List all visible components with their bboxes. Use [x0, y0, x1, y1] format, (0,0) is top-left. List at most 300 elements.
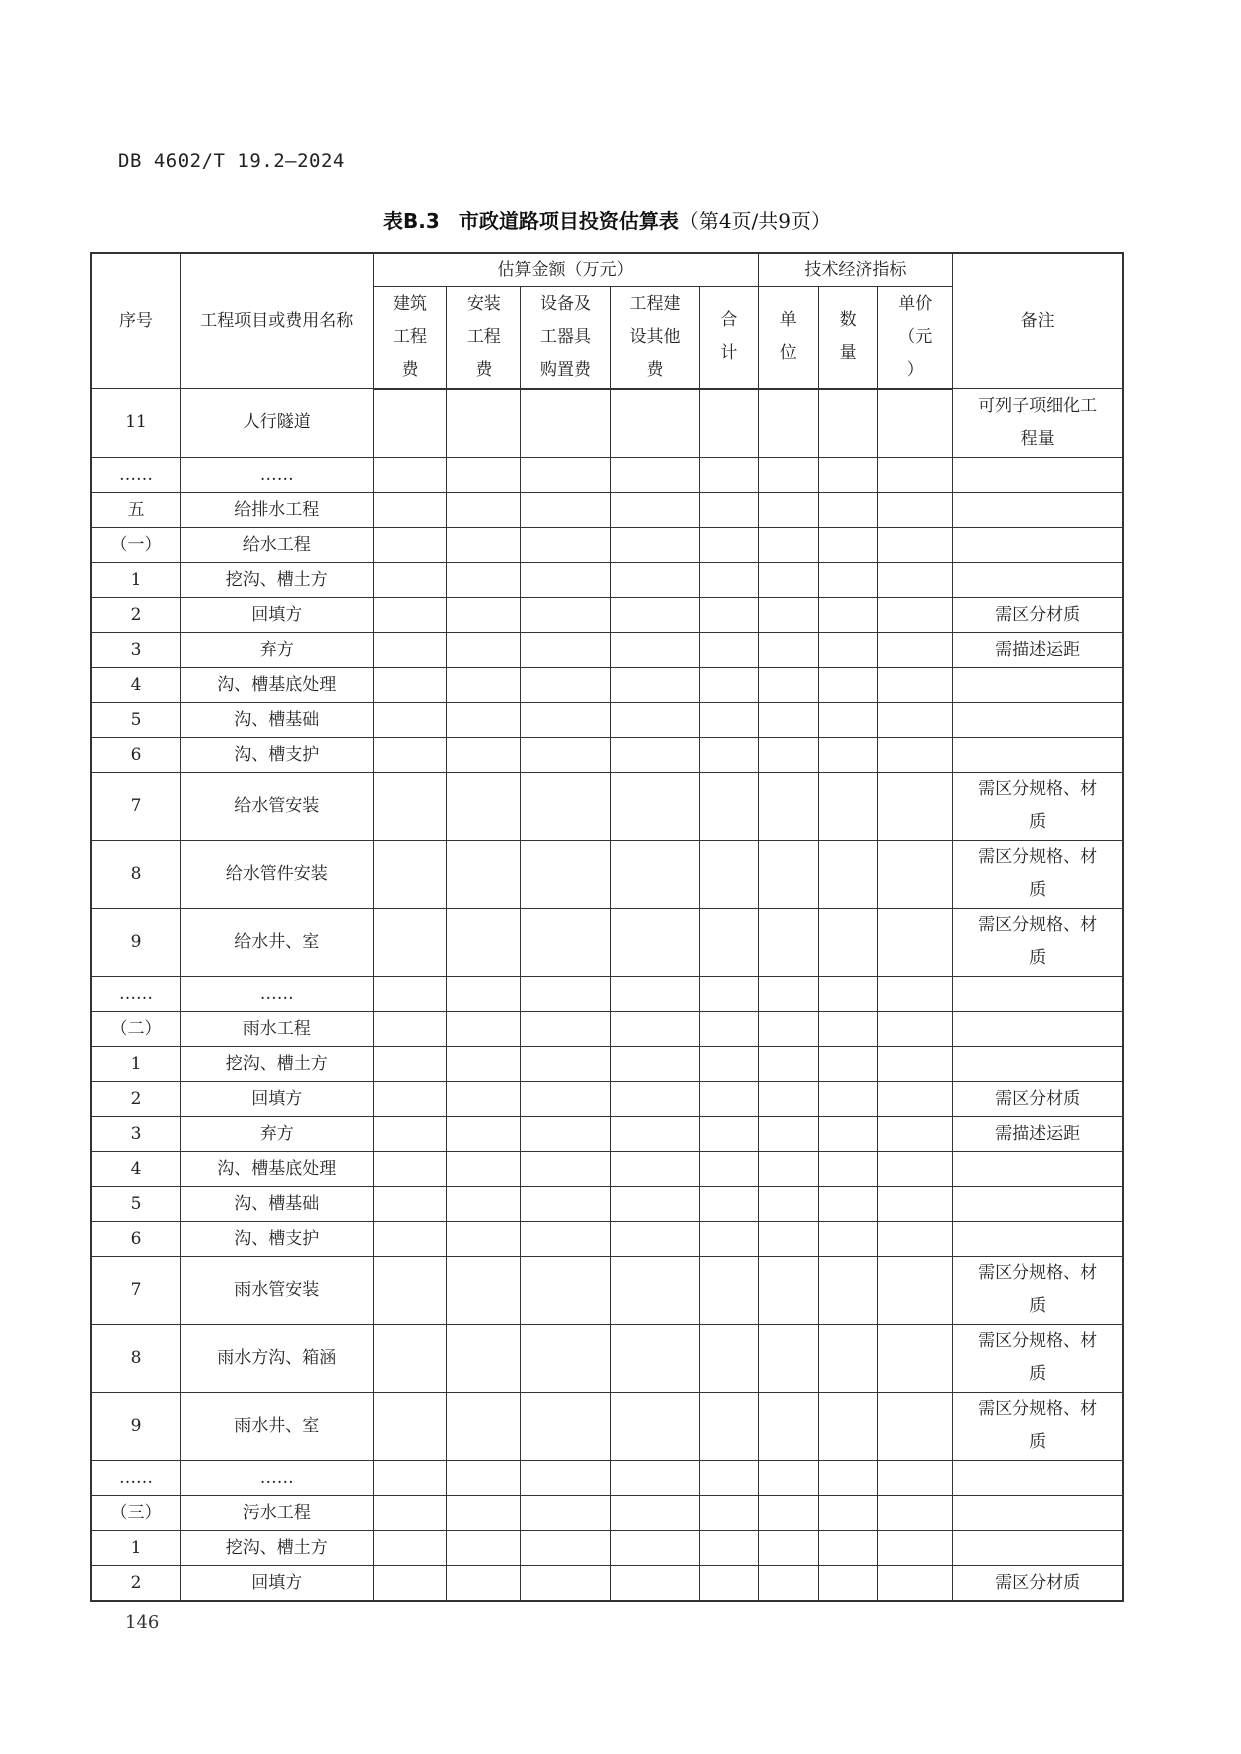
cell-empty: [373, 527, 447, 562]
cell-remark: 需区分规格、材 质: [953, 840, 1123, 908]
cell-empty: [373, 457, 447, 492]
cell-empty: [373, 1046, 447, 1081]
cell-empty: [758, 1392, 818, 1460]
cell-empty: [447, 1011, 521, 1046]
table-row: [91, 1151, 1123, 1186]
cell-empty: [447, 1046, 521, 1081]
cell-seq: 5: [91, 702, 181, 737]
cell-item-name: 沟、槽基底处理: [181, 1151, 374, 1186]
table-row: [91, 667, 1123, 702]
cell-empty: [758, 1151, 818, 1186]
table-row: [91, 1460, 1123, 1495]
cell-empty: [373, 1011, 447, 1046]
cell-empty: [521, 1011, 611, 1046]
cell-empty: [447, 1530, 521, 1565]
cell-seq: 2: [91, 1565, 181, 1601]
cell-empty: [700, 457, 758, 492]
cell-empty: [818, 1186, 877, 1221]
cell-seq: 3: [91, 1116, 181, 1151]
cell-empty: [447, 632, 521, 667]
cell-item-name: 给排水工程: [181, 492, 374, 527]
cell-item-name: 给水工程: [181, 527, 374, 562]
table-row: [91, 389, 1123, 458]
table-page-indicator: （第4页/共9页）: [678, 209, 832, 233]
cell-empty: [758, 1256, 818, 1324]
cell-empty: [447, 1221, 521, 1256]
cell-empty: [700, 1151, 758, 1186]
cell-empty: [758, 1495, 818, 1530]
cell-empty: [447, 737, 521, 772]
cell-empty: [878, 1256, 953, 1324]
cell-empty: [447, 1460, 521, 1495]
cell-remark: 需描述运距: [953, 1116, 1123, 1151]
cell-empty: [700, 562, 758, 597]
cell-empty: [818, 1256, 877, 1324]
cell-empty: [447, 1495, 521, 1530]
cell-seq: ……: [91, 1460, 181, 1495]
cell-empty: [818, 702, 877, 737]
cell-seq: 4: [91, 1151, 181, 1186]
cell-remark: 需区分材质: [953, 597, 1123, 632]
cell-empty: [373, 1324, 447, 1392]
cell-item-name: 雨水方沟、箱涵: [181, 1324, 374, 1392]
cell-seq: 2: [91, 597, 181, 632]
cell-empty: [818, 1011, 877, 1046]
cell-seq: （二）: [91, 1011, 181, 1046]
table-title: [90, 205, 1124, 234]
cell-remark: 可列子项细化工 程量: [953, 389, 1123, 458]
cell-seq: 7: [91, 1256, 181, 1324]
cell-empty: [818, 389, 877, 458]
cell-empty: [373, 597, 447, 632]
cell-empty: [818, 908, 877, 976]
cell-empty: [700, 389, 758, 458]
cell-item-name: 沟、槽基础: [181, 1186, 374, 1221]
cell-empty: [878, 632, 953, 667]
cell-empty: [758, 1530, 818, 1565]
cell-empty: [447, 562, 521, 597]
header-construction-cost: 建筑 工程 费: [373, 287, 447, 389]
cell-empty: [878, 1046, 953, 1081]
cell-empty: [758, 976, 818, 1011]
cell-empty: [818, 1495, 877, 1530]
cell-empty: [447, 908, 521, 976]
cell-empty: [610, 667, 700, 702]
cell-item-name: 沟、槽基础: [181, 702, 374, 737]
cell-seq: 2: [91, 1081, 181, 1116]
cell-empty: [447, 597, 521, 632]
cell-seq: 4: [91, 667, 181, 702]
cell-remark: [953, 457, 1123, 492]
cell-empty: [758, 908, 818, 976]
cell-remark: [953, 702, 1123, 737]
cell-empty: [700, 1530, 758, 1565]
cell-empty: [610, 1081, 700, 1116]
cell-empty: [610, 457, 700, 492]
cell-empty: [521, 1495, 611, 1530]
cell-empty: [878, 1565, 953, 1601]
cell-empty: [758, 389, 818, 458]
cell-empty: [700, 597, 758, 632]
cell-empty: [521, 1221, 611, 1256]
cell-empty: [700, 1460, 758, 1495]
cell-empty: [373, 1460, 447, 1495]
cell-empty: [700, 772, 758, 840]
cell-seq: 5: [91, 1186, 181, 1221]
cell-empty: [818, 1081, 877, 1116]
cell-item-name: 雨水井、室: [181, 1392, 374, 1460]
cell-empty: [700, 1221, 758, 1256]
cell-seq: （一）: [91, 527, 181, 562]
cell-empty: [373, 562, 447, 597]
cell-empty: [521, 562, 611, 597]
cell-empty: [758, 1081, 818, 1116]
cell-item-name: ……: [181, 1460, 374, 1495]
cell-empty: [521, 667, 611, 702]
cell-empty: [758, 1186, 818, 1221]
cell-empty: [878, 1460, 953, 1495]
cell-empty: [521, 1392, 611, 1460]
cell-empty: [758, 457, 818, 492]
cell-empty: [610, 1392, 700, 1460]
cell-empty: [610, 492, 700, 527]
cell-empty: [878, 667, 953, 702]
cell-empty: [878, 1011, 953, 1046]
header-item-name: 工程项目或费用名称: [181, 253, 374, 389]
cell-empty: [447, 1081, 521, 1116]
cell-item-name: 雨水工程: [181, 1011, 374, 1046]
cell-remark: 需描述运距: [953, 632, 1123, 667]
cell-empty: [610, 1530, 700, 1565]
cell-item-name: 沟、槽支护: [181, 737, 374, 772]
cell-empty: [447, 1116, 521, 1151]
cell-seq: 1: [91, 1046, 181, 1081]
cell-empty: [521, 1081, 611, 1116]
cell-empty: [521, 976, 611, 1011]
cell-empty: [700, 667, 758, 702]
cell-empty: [818, 562, 877, 597]
cell-empty: [447, 1256, 521, 1324]
cell-empty: [521, 737, 611, 772]
cell-seq: 7: [91, 772, 181, 840]
cell-seq: 6: [91, 737, 181, 772]
cell-item-name: ……: [181, 457, 374, 492]
cell-empty: [878, 702, 953, 737]
cell-empty: [521, 1256, 611, 1324]
cell-empty: [700, 1046, 758, 1081]
cell-empty: [521, 457, 611, 492]
cell-empty: [818, 1116, 877, 1151]
cell-empty: [447, 389, 521, 458]
table-row: [91, 976, 1123, 1011]
cell-remark: [953, 1221, 1123, 1256]
cell-empty: [758, 737, 818, 772]
cell-empty: [521, 1151, 611, 1186]
cell-empty: [878, 492, 953, 527]
cell-seq: 五: [91, 492, 181, 527]
cell-empty: [521, 1460, 611, 1495]
cell-empty: [700, 527, 758, 562]
cell-empty: [758, 1116, 818, 1151]
cell-empty: [447, 667, 521, 702]
cell-empty: [818, 667, 877, 702]
cell-seq: 1: [91, 562, 181, 597]
table-row: [91, 457, 1123, 492]
table-row: [91, 1186, 1123, 1221]
cell-empty: [758, 527, 818, 562]
cell-empty: [700, 492, 758, 527]
cell-empty: [878, 562, 953, 597]
cell-remark: [953, 1186, 1123, 1221]
cell-item-name: 人行隧道: [181, 389, 374, 458]
cell-empty: [758, 667, 818, 702]
cell-empty: [700, 976, 758, 1011]
table-row: [91, 908, 1123, 976]
cell-empty: [818, 1151, 877, 1186]
table-row: [91, 737, 1123, 772]
cell-empty: [447, 1186, 521, 1221]
cell-seq: ……: [91, 976, 181, 1011]
cell-empty: [373, 1081, 447, 1116]
table-row: [91, 1256, 1123, 1324]
header-other-cost: 工程建 设其他 费: [610, 287, 700, 389]
table-row: [91, 597, 1123, 632]
cell-item-name: 回填方: [181, 597, 374, 632]
cell-empty: [373, 772, 447, 840]
cell-remark: [953, 1046, 1123, 1081]
cell-empty: [447, 840, 521, 908]
cell-empty: [373, 1530, 447, 1565]
cell-empty: [610, 1565, 700, 1601]
cell-empty: [818, 1392, 877, 1460]
cell-seq: 11: [91, 389, 181, 458]
cell-remark: 需区分规格、材 质: [953, 772, 1123, 840]
cell-empty: [610, 1186, 700, 1221]
cell-empty: [521, 1186, 611, 1221]
header-installation-cost: 安装 工程 费: [447, 287, 521, 389]
cell-empty: [610, 1495, 700, 1530]
header-tech-econ-indicators: 技术经济指标: [758, 253, 953, 287]
cell-empty: [521, 840, 611, 908]
cell-empty: [878, 457, 953, 492]
cell-empty: [818, 492, 877, 527]
cell-remark: [953, 1151, 1123, 1186]
cell-empty: [447, 457, 521, 492]
cell-empty: [700, 1116, 758, 1151]
cell-empty: [373, 667, 447, 702]
cell-remark: [953, 1530, 1123, 1565]
cell-empty: [521, 632, 611, 667]
cell-empty: [610, 527, 700, 562]
cell-item-name: 挖沟、槽土方: [181, 1530, 374, 1565]
cell-remark: [953, 667, 1123, 702]
cell-empty: [878, 976, 953, 1011]
cell-empty: [610, 389, 700, 458]
cell-empty: [447, 1392, 521, 1460]
cell-empty: [758, 1221, 818, 1256]
cell-empty: [878, 389, 953, 458]
cell-item-name: 回填方: [181, 1081, 374, 1116]
cell-remark: [953, 527, 1123, 562]
cell-empty: [818, 1324, 877, 1392]
cell-empty: [818, 527, 877, 562]
cell-empty: [447, 527, 521, 562]
cell-empty: [878, 1530, 953, 1565]
cell-empty: [610, 1221, 700, 1256]
cell-item-name: ……: [181, 976, 374, 1011]
cell-remark: [953, 737, 1123, 772]
cell-empty: [447, 702, 521, 737]
cell-seq: 9: [91, 908, 181, 976]
cell-seq: 3: [91, 632, 181, 667]
table-label: 表B.3: [382, 209, 440, 233]
cell-empty: [818, 1046, 877, 1081]
cell-empty: [610, 976, 700, 1011]
cell-empty: [373, 492, 447, 527]
cell-empty: [700, 1392, 758, 1460]
cell-empty: [700, 737, 758, 772]
table-body: [91, 389, 1123, 1601]
table-row: [91, 1081, 1123, 1116]
cell-empty: [700, 702, 758, 737]
cell-empty: [700, 908, 758, 976]
page-number: 146: [125, 1612, 160, 1633]
cell-seq: 9: [91, 1392, 181, 1460]
cell-item-name: 给水管件安装: [181, 840, 374, 908]
cell-empty: [878, 1186, 953, 1221]
header-seq: 序号: [91, 253, 181, 389]
cell-empty: [610, 1324, 700, 1392]
cell-empty: [447, 976, 521, 1011]
cell-remark: [953, 492, 1123, 527]
cell-empty: [700, 1565, 758, 1601]
cell-item-name: 给水井、室: [181, 908, 374, 976]
cell-empty: [373, 1565, 447, 1601]
table-row: [91, 632, 1123, 667]
cell-empty: [610, 737, 700, 772]
header-remark: 备注: [953, 253, 1123, 389]
cell-empty: [373, 840, 447, 908]
cell-empty: [610, 1011, 700, 1046]
header-total: 合 计: [700, 287, 758, 389]
cell-remark: 需区分规格、材 质: [953, 1324, 1123, 1392]
cell-empty: [758, 597, 818, 632]
cell-empty: [700, 1081, 758, 1116]
cell-empty: [610, 1460, 700, 1495]
table-row: [91, 1011, 1123, 1046]
cell-empty: [373, 1495, 447, 1530]
cell-empty: [878, 908, 953, 976]
cell-empty: [758, 1324, 818, 1392]
cell-empty: [758, 632, 818, 667]
cell-empty: [373, 1256, 447, 1324]
cell-item-name: 弃方: [181, 1116, 374, 1151]
cell-seq: ……: [91, 457, 181, 492]
header-quantity: 数 量: [818, 287, 877, 389]
table-name: 市政道路项目投资估算表: [458, 209, 679, 233]
cell-empty: [373, 1151, 447, 1186]
cell-empty: [818, 632, 877, 667]
cell-item-name: 沟、槽支护: [181, 1221, 374, 1256]
cell-empty: [758, 702, 818, 737]
cell-empty: [878, 840, 953, 908]
cell-empty: [521, 1116, 611, 1151]
table-row: [91, 492, 1123, 527]
cell-empty: [878, 772, 953, 840]
table-row: [91, 1530, 1123, 1565]
table-row: [91, 1221, 1123, 1256]
cell-empty: [700, 1495, 758, 1530]
cell-empty: [818, 1221, 877, 1256]
cell-empty: [373, 1221, 447, 1256]
cell-empty: [878, 1495, 953, 1530]
cell-empty: [610, 1046, 700, 1081]
cell-empty: [610, 908, 700, 976]
cell-seq: 8: [91, 840, 181, 908]
cell-empty: [700, 1011, 758, 1046]
cell-empty: [758, 1460, 818, 1495]
cell-empty: [521, 772, 611, 840]
cell-remark: [953, 1495, 1123, 1530]
table-row: [91, 1565, 1123, 1601]
cell-seq: 6: [91, 1221, 181, 1256]
cell-empty: [818, 737, 877, 772]
cell-remark: [953, 976, 1123, 1011]
cell-empty: [878, 1392, 953, 1460]
cell-empty: [758, 1011, 818, 1046]
cell-empty: [610, 1256, 700, 1324]
cell-empty: [373, 908, 447, 976]
cell-item-name: 挖沟、槽土方: [181, 1046, 374, 1081]
cell-item-name: 弃方: [181, 632, 374, 667]
table-row: [91, 1046, 1123, 1081]
cell-empty: [610, 702, 700, 737]
table-row: [91, 840, 1123, 908]
cell-remark: 需区分材质: [953, 1081, 1123, 1116]
cell-item-name: 挖沟、槽土方: [181, 562, 374, 597]
cell-empty: [758, 772, 818, 840]
cell-empty: [447, 1565, 521, 1601]
cell-remark: 需区分规格、材 质: [953, 908, 1123, 976]
cell-empty: [700, 1324, 758, 1392]
cell-empty: [610, 562, 700, 597]
cell-empty: [610, 1116, 700, 1151]
cell-empty: [878, 1151, 953, 1186]
table-row: [91, 1324, 1123, 1392]
cell-empty: [447, 492, 521, 527]
cell-empty: [373, 1116, 447, 1151]
cell-empty: [447, 1324, 521, 1392]
cell-empty: [818, 840, 877, 908]
cell-remark: [953, 1460, 1123, 1495]
cell-remark: [953, 1011, 1123, 1046]
cell-empty: [610, 632, 700, 667]
cell-empty: [521, 702, 611, 737]
cell-empty: [373, 1392, 447, 1460]
cell-empty: [700, 1256, 758, 1324]
cell-item-name: 回填方: [181, 1565, 374, 1601]
cell-empty: [373, 737, 447, 772]
cell-empty: [521, 492, 611, 527]
cell-empty: [610, 597, 700, 632]
cell-empty: [758, 1565, 818, 1601]
cell-empty: [521, 1530, 611, 1565]
cell-empty: [878, 1081, 953, 1116]
cell-empty: [610, 840, 700, 908]
cell-remark: 需区分规格、材 质: [953, 1256, 1123, 1324]
cell-item-name: 污水工程: [181, 1495, 374, 1530]
cell-empty: [373, 976, 447, 1011]
